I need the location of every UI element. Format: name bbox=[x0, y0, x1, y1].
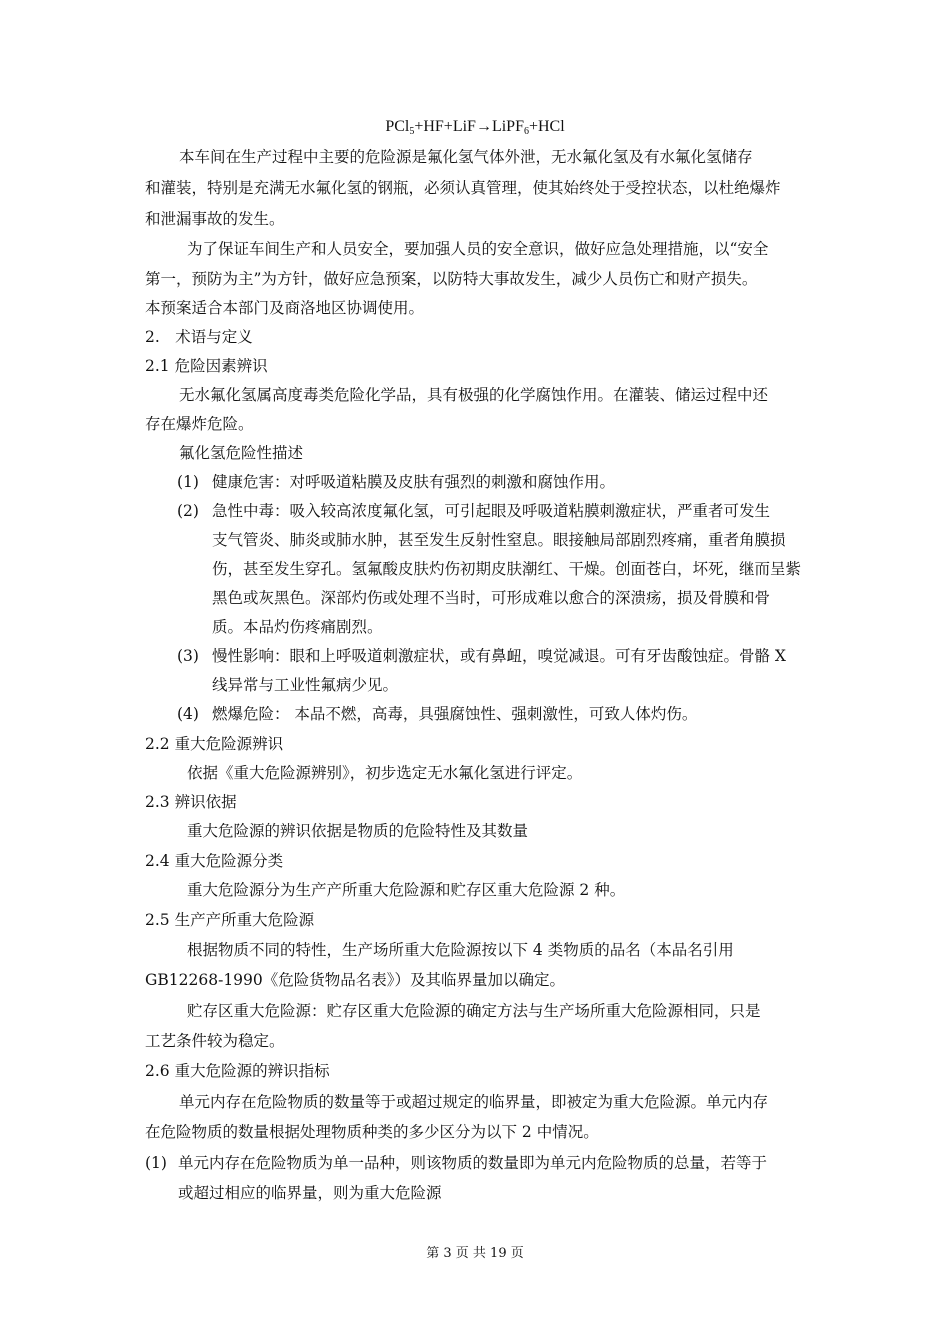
list-item-continued: 线异常与工业性氟病少见。 bbox=[212, 676, 399, 694]
paragraph-line: 重大危险源分为生产产所重大危险源和贮存区重大危险源 2 种。 bbox=[187, 881, 626, 899]
list-item-continued: 或超过相应的临界量，则为重大危险源 bbox=[178, 1184, 442, 1202]
section-heading: 2. 术语与定义 bbox=[145, 328, 253, 346]
list-item: 单元内存在危险物质为单一品种，则该物质的数量即为单元内危险物质的总量，若等于 bbox=[178, 1154, 768, 1172]
paragraph-line: GB12268-1990《危险货物品名表》）及其临界量加以确定。 bbox=[145, 971, 566, 989]
list-number: (1) bbox=[145, 1154, 167, 1172]
list-item-continued: 伤，甚至发生穿孔。氢氟酸皮肤灼伤初期皮肤潮红、干燥。创面苍白，坏死，继而呈紫 bbox=[212, 560, 802, 578]
paragraph-line: 单元内存在危险物质的数量等于或超过规定的临界量，即被定为重大危险源。单元内存 bbox=[179, 1093, 769, 1111]
list-number: (1) bbox=[177, 473, 199, 491]
section-heading: 2.5 生产产所重大危险源 bbox=[145, 911, 315, 929]
list-number: (4) bbox=[177, 705, 199, 723]
paragraph-line: 存在爆炸危险。 bbox=[145, 415, 254, 433]
page-footer: 第 3 页 共 19 页 bbox=[426, 1246, 524, 1261]
section-heading: 2.4 重大危险源分类 bbox=[145, 852, 284, 870]
paragraph-line: 在危险物质的数量根据处理物质种类的多少区分为以下 2 中情况。 bbox=[145, 1123, 599, 1141]
paragraph-line: 为了保证车间生产和人员安全，要加强人员的安全意识，做好应急处理措施，以“安全 bbox=[187, 240, 769, 258]
section-heading: 2.6 重大危险源的辨识指标 bbox=[145, 1062, 330, 1080]
paragraph-line: 本车间在生产过程中主要的危险源是氟化氢气体外泄，无水氟化氢及有水氟化氢储存 bbox=[179, 148, 753, 166]
paragraph-line: 依据《重大危险源辨别》，初步选定无水氟化氢进行评定。 bbox=[187, 764, 583, 782]
subheading: 氟化氢危险性描述 bbox=[179, 444, 304, 462]
section-heading: 2.1 危险因素辨识 bbox=[145, 357, 268, 375]
paragraph-line: 和泄漏事故的发生。 bbox=[145, 210, 285, 228]
list-item-continued: 黑色或灰黑色。深部灼伤或处理不当时，可形成难以愈合的深溃疡，损及骨膜和骨 bbox=[212, 589, 771, 607]
paragraph-line: 本预案适合本部门及商洛地区协调使用。 bbox=[145, 299, 425, 317]
chemical-equation: PCl$_5$+HF+LiF→LiPF$_6$+HCl bbox=[385, 118, 565, 137]
paragraph-line: 和灌装，特别是充满无水氟化氢的钢瓶，必须认真管理，使其始终处于受控状态，以杜绝爆炸 bbox=[145, 179, 781, 197]
list-item: 健康危害：对呼吸道粘膜及皮肤有强烈的刺激和腐蚀作用。 bbox=[212, 473, 616, 491]
paragraph-line: 无水氟化氢属高度毒类危险化学品，具有极强的化学腐蚀作用。在灌装、储运过程中还 bbox=[179, 386, 769, 404]
list-item: 燃爆危险： 本品不燃，高毒，具强腐蚀性、强刺激性，可致人体灼伤。 bbox=[212, 705, 698, 723]
list-item-continued: 质。本品灼伤疼痛剧烈。 bbox=[212, 618, 383, 636]
list-item-continued: 支气管炎、肺炎或肺水肿，甚至发生反射性窒息。眼接触局部剧烈疼痛，重者角膜损 bbox=[212, 531, 786, 549]
paragraph-line: 贮存区重大危险源：贮存区重大危险源的确定方法与生产场所重大危险源相同，只是 bbox=[187, 1002, 761, 1020]
paragraph-line: 重大危险源的辨识依据是物质的危险特性及其数量 bbox=[187, 822, 529, 840]
list-item: 慢性影响：眼和上呼吸道刺激症状，或有鼻衄，嗅觉减退。可有牙齿酸蚀症。骨骼 X bbox=[212, 647, 786, 665]
list-number: (3) bbox=[177, 647, 199, 665]
paragraph-line: 第一，预防为主”为方针，做好应急预案，以防特大事故发生，减少人员伤亡和财产损失。 bbox=[145, 270, 758, 288]
paragraph-line: 工艺条件较为稳定。 bbox=[145, 1032, 285, 1050]
list-item: 急性中毒：吸入较高浓度氟化氢，可引起眼及呼吸道粘膜刺激症状，严重者可发生 bbox=[212, 502, 771, 520]
paragraph-line: 根据物质不同的特性，生产场所重大危险源按以下 4 类物质的品名（本品名引用 bbox=[187, 941, 734, 959]
section-heading: 2.2 重大危险源辨识 bbox=[145, 735, 284, 753]
section-heading: 2.3 辨识依据 bbox=[145, 793, 237, 811]
list-number: (2) bbox=[177, 502, 199, 520]
